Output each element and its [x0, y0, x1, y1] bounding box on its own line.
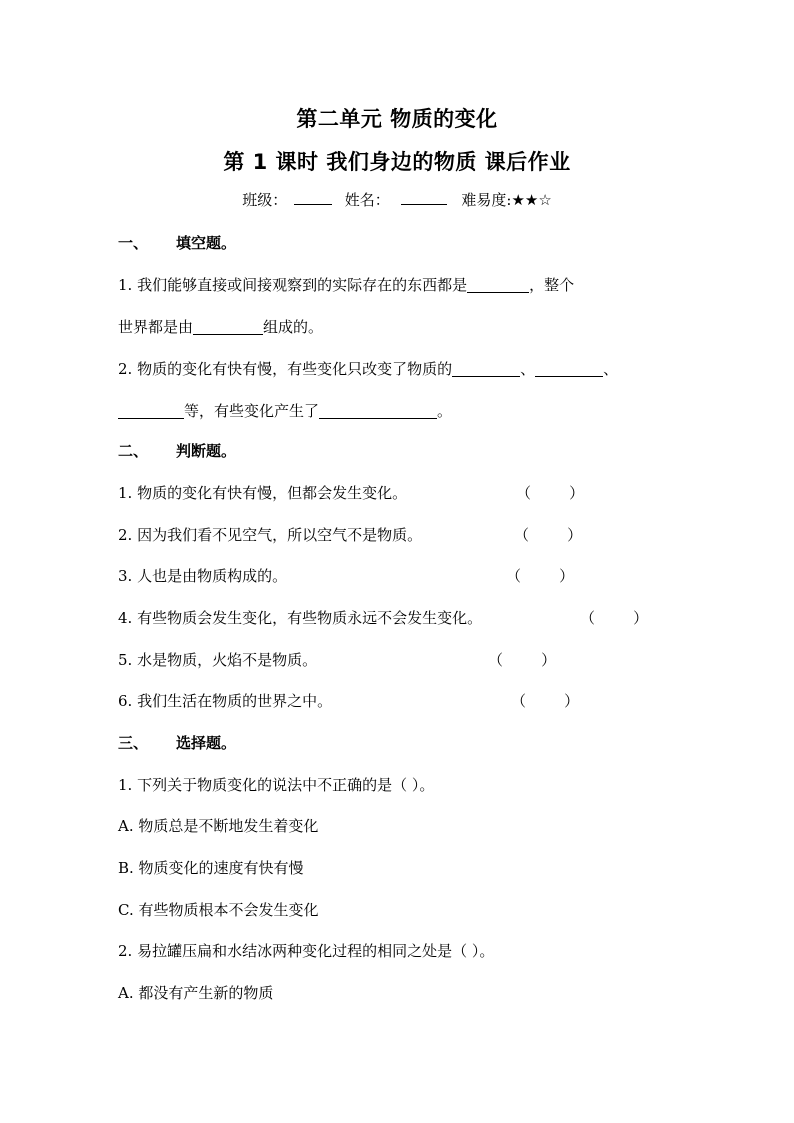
- choice-q2: 2. 易拉罐压扁和水结冰两种变化过程的相同之处是（ ）。: [118, 942, 495, 960]
- difficulty-stars: ★★☆: [511, 191, 552, 209]
- answer-parentheses[interactable]: （ ）: [506, 567, 575, 585]
- fill-q2-line2: [118, 400, 452, 421]
- answer-parentheses[interactable]: （ ）: [516, 484, 585, 502]
- question-text: 等，有些变化产生了: [184, 402, 320, 420]
- judge-item-1: 1. 物质的变化有快有慢，但都会发生变化。: [118, 484, 408, 502]
- class-blank[interactable]: [294, 190, 332, 205]
- unit-title: 第二单元 物质的变化: [296, 107, 498, 131]
- judge-item-2: 2. 因为我们看不见空气，所以空气不是物质。: [118, 526, 423, 544]
- section-number: 一、: [118, 234, 149, 252]
- class-label: 班级：: [242, 191, 288, 209]
- section-fill-blank-heading: [118, 232, 236, 253]
- question-text: 。: [437, 402, 453, 420]
- choice-q1: 1. 下列关于物质变化的说法中不正确的是（ ）。: [118, 776, 435, 794]
- answer-blank[interactable]: [467, 278, 529, 293]
- judge-item-5: 5. 水是物质，火焰不是物质。: [118, 651, 318, 669]
- section-true-false-heading: [118, 440, 236, 461]
- lesson-title: 第 1 课时 我们身边的物质 课后作业: [223, 150, 571, 174]
- section-title: 填空题。: [176, 234, 237, 252]
- choice-q1-option-c[interactable]: C. 有些物质根本不会发生变化: [118, 901, 319, 919]
- separator: 、: [603, 360, 619, 378]
- answer-blank[interactable]: [319, 404, 437, 419]
- section-title: 选择题。: [176, 734, 237, 752]
- question-text: ，整个: [529, 276, 575, 294]
- answer-blank[interactable]: [118, 404, 184, 419]
- answer-parentheses[interactable]: （ ）: [580, 609, 649, 627]
- section-number: 三、: [118, 734, 149, 752]
- fill-q2-line1: [118, 358, 618, 379]
- judge-item-3: 3. 人也是由物质构成的。: [118, 567, 288, 585]
- difficulty-label: 难易度:: [461, 191, 512, 209]
- choice-q1-option-a[interactable]: A. 物质总是不断地发生着变化: [118, 817, 319, 835]
- judge-item-6: 6. 我们生活在物质的世界之中。: [118, 692, 333, 710]
- section-title: 判断题。: [176, 442, 237, 460]
- separator: 、: [520, 360, 536, 378]
- answer-parentheses[interactable]: （ ）: [511, 692, 580, 710]
- answer-parentheses[interactable]: （ ）: [514, 526, 583, 544]
- choice-q2-option-a[interactable]: A. 都没有产生新的物质: [118, 984, 274, 1002]
- answer-blank[interactable]: [452, 362, 520, 377]
- answer-blank[interactable]: [193, 320, 263, 335]
- section-number: 二、: [118, 442, 149, 460]
- question-text: 2. 物质的变化有快有慢，有些变化只改变了物质的: [118, 360, 453, 378]
- name-blank[interactable]: [401, 190, 447, 205]
- question-text: 世界都是由: [118, 318, 194, 336]
- question-text: 组成的。: [263, 318, 324, 336]
- section-choice-heading: [118, 732, 236, 753]
- name-label: 姓名：: [344, 191, 390, 209]
- answer-parentheses[interactable]: （ ）: [488, 651, 557, 669]
- student-info-line: [0, 189, 794, 210]
- fill-q1-line2: [118, 316, 323, 337]
- question-text: 1. 我们能够直接或间接观察到的实际存在的东西都是: [118, 276, 468, 294]
- answer-blank[interactable]: [535, 362, 603, 377]
- fill-q1-line1: [118, 274, 574, 295]
- judge-item-4: 4. 有些物质会发生变化，有些物质永远不会发生变化。: [118, 609, 483, 627]
- choice-q1-option-b[interactable]: B. 物质变化的速度有快有慢: [118, 859, 304, 877]
